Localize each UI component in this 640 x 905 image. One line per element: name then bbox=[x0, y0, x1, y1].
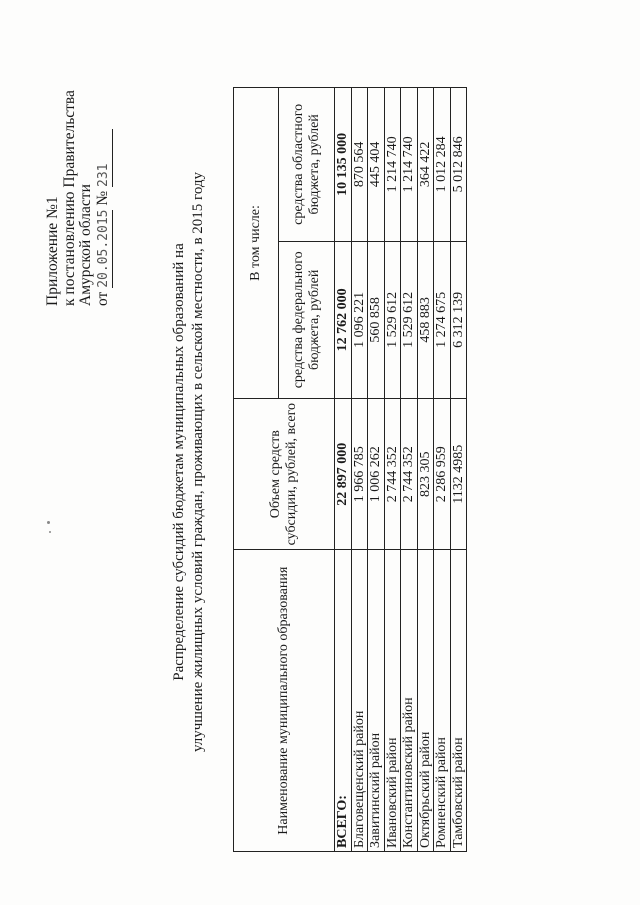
cell-total: 1 006 262 bbox=[368, 398, 385, 550]
cell-regional: 1 214 740 bbox=[384, 88, 401, 242]
cell-total: 22 897 000 bbox=[335, 398, 352, 550]
document-title bbox=[170, 72, 208, 852]
cell-federal: 6 312 139 bbox=[450, 241, 467, 398]
appendix-line-1: Приложение №1 bbox=[44, 196, 61, 306]
cell-name: Тамбовский район bbox=[450, 550, 467, 852]
cell-total: 1 966 785 bbox=[351, 398, 368, 550]
header-including: В том числе: bbox=[234, 88, 279, 399]
appendix-line-2: к постановлению Правительства bbox=[60, 90, 78, 306]
header-row-top bbox=[234, 88, 279, 852]
table-row bbox=[384, 88, 401, 852]
cell-name: Ивановский район bbox=[384, 550, 401, 852]
cell-regional: 1 012 284 bbox=[434, 88, 451, 242]
from-label: от bbox=[93, 291, 111, 306]
subsidy-table bbox=[233, 87, 467, 852]
table-row bbox=[450, 88, 467, 852]
cell-regional: 10 135 000 bbox=[335, 88, 352, 242]
document-page bbox=[25, 62, 495, 852]
cell-regional: 364 422 bbox=[417, 88, 434, 242]
number-value: 231 bbox=[95, 163, 111, 187]
cell-federal: 1 274 675 bbox=[434, 241, 451, 398]
appendix-header bbox=[45, 90, 113, 306]
cell-name: ВСЕГО: bbox=[335, 550, 352, 852]
cell-regional: 1 214 740 bbox=[401, 88, 418, 242]
table-row bbox=[368, 88, 385, 852]
appendix-date-line bbox=[95, 90, 114, 306]
table-row bbox=[351, 88, 368, 852]
date-value: 20.05.2015 bbox=[95, 209, 111, 288]
cell-federal: 560 858 bbox=[368, 241, 385, 398]
cell-regional: 870 564 bbox=[351, 88, 368, 242]
cell-total: 2 744 352 bbox=[384, 398, 401, 550]
cell-total: 823 305 bbox=[417, 398, 434, 550]
table-row bbox=[434, 88, 451, 852]
cell-federal: 1 529 612 bbox=[401, 241, 418, 398]
number-field bbox=[95, 129, 114, 187]
cell-regional: 5 012 846 bbox=[450, 88, 467, 242]
cell-federal: 1 096 221 bbox=[351, 241, 368, 398]
header-federal: средства федерального бюджета, рублей bbox=[279, 241, 335, 398]
cell-regional: 445 404 bbox=[368, 88, 385, 242]
header-regional: средства областного бюджета, рублей bbox=[279, 88, 335, 242]
table-row bbox=[401, 88, 418, 852]
header-name: Наименование муниципального образования bbox=[234, 550, 335, 852]
number-label: № bbox=[93, 190, 111, 206]
header-total: Объем средств субсидии, рублей, всего bbox=[234, 398, 335, 550]
cell-total: 2 744 352 bbox=[401, 398, 418, 550]
cell-total: 2 286 959 bbox=[434, 398, 451, 550]
cell-federal: 12 762 000 bbox=[335, 241, 352, 398]
title-line-1: Распределение субсидий бюджетам муниципальных образований на bbox=[171, 243, 187, 681]
table-body bbox=[335, 88, 467, 852]
cell-federal: 1 529 612 bbox=[384, 241, 401, 398]
table-row bbox=[417, 88, 434, 852]
cell-total: 1132 4985 bbox=[450, 398, 467, 550]
total-row bbox=[335, 88, 352, 852]
cell-name: Завитинский район bbox=[368, 550, 385, 852]
cell-federal: 458 883 bbox=[417, 241, 434, 398]
cell-name: Ромненский район bbox=[434, 550, 451, 852]
cell-name: Константиновский район bbox=[401, 550, 418, 852]
title-line-2: улучшение жилищных условий граждан, проживающих в сельской местности, в 2015 году bbox=[190, 171, 206, 753]
cell-name: Благовещенский район bbox=[351, 550, 368, 852]
date-field bbox=[95, 210, 114, 288]
cell-name: Октябрьский район bbox=[417, 550, 434, 852]
appendix-line-3: Амурской области bbox=[77, 184, 94, 306]
